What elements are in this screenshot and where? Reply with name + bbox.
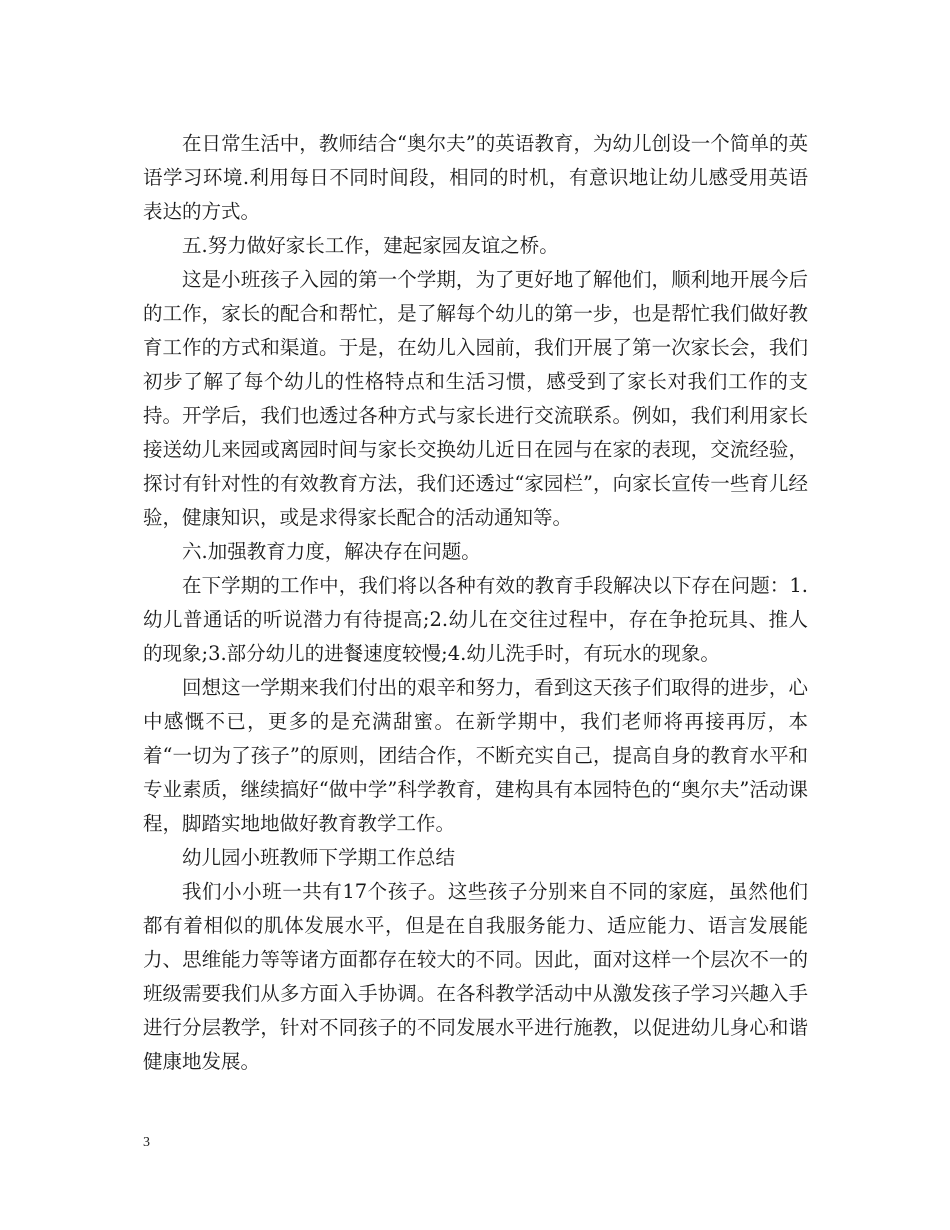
document-subtitle: 幼儿园小班教师下学期工作总结: [182, 846, 456, 869]
section-heading-problems: 六.加强教育力度，解决存在问题。: [182, 540, 481, 563]
paragraph-reflection: 回想这一学期来我们付出的艰辛和努力，看到这天孩子们取得的进步，心中感慨不已，更多的是充满甜蜜。在新学期中，我们老师将再接再厉，本着“一切为了孩子”的原则，团结合作，不断充实自己，提高自身的教育水平和专业素质，继续搞好“做中学”科学教育，建构具有本园特色的“奥尔夫”活动课程，脚踏实地地做好教育教学工作。: [143, 676, 808, 835]
document-body: [143, 127, 808, 1079]
paragraph-parent-communication: 这是小班孩子入园的第一个学期，为了更好地了解他们，顺利地开展今后的工作，家长的配合和帮忙，是了解每个幼儿的第一步，也是帮忙我们做好教育工作的方式和渠道。于是，在幼儿入园前，我们开展了第一次家长会，我们初步了解了每个幼儿的性格特点和生活习惯，感受到了家长对我们工作的支持。开学后，我们也透过各种方式与家长进行交流联系。例如，我们利用家长接送幼儿来园或离园时间与家长交换幼儿近日在园与在家的表现，交流经验，探讨有针对性的有效教育方法，我们还透过“家园栏”，向家长宣传一些育儿经验，健康知识，或是求得家长配合的活动通知等。: [143, 268, 808, 529]
paragraph-class-overview: 我们小小班一共有17个孩子。这些孩子分别来自不同的家庭，虽然他们都有着相似的肌体发展水平，但是在自我服务能力、适应能力、语言发展能力、思维能力等等诸方面都存在较大的不同。因此，面对这样一个层次不一的班级需要我们从多方面入手协调。在各科教学活动中从激发孩子学习兴趣入手进行分层教学，针对不同孩子的不同发展水平进行施教，以促进幼儿身心和谐健康地发展。: [143, 880, 808, 1073]
paragraph-english-environment: 在日常生活中，教师结合“奥尔夫”的英语教育，为幼儿创设一个简单的英语学习环境.利用每日不同时间段，相同的时机，有意识地让幼儿感受用英语表达的方式。: [143, 132, 808, 223]
page-number: 3: [143, 1135, 150, 1150]
section-heading-parents: 五.努力做好家长工作，建起家园友谊之桥。: [182, 234, 559, 257]
paragraph-existing-problems: 在下学期的工作中，我们将以各种有效的教育手段解决以下存在问题：1.幼儿普通话的听说潜力有待提高;2.幼儿在交往过程中，存在争抢玩具、推人的现象;3.部分幼儿的进餐速度较慢;4.幼儿洗手时，有玩水的现象。: [143, 574, 808, 665]
